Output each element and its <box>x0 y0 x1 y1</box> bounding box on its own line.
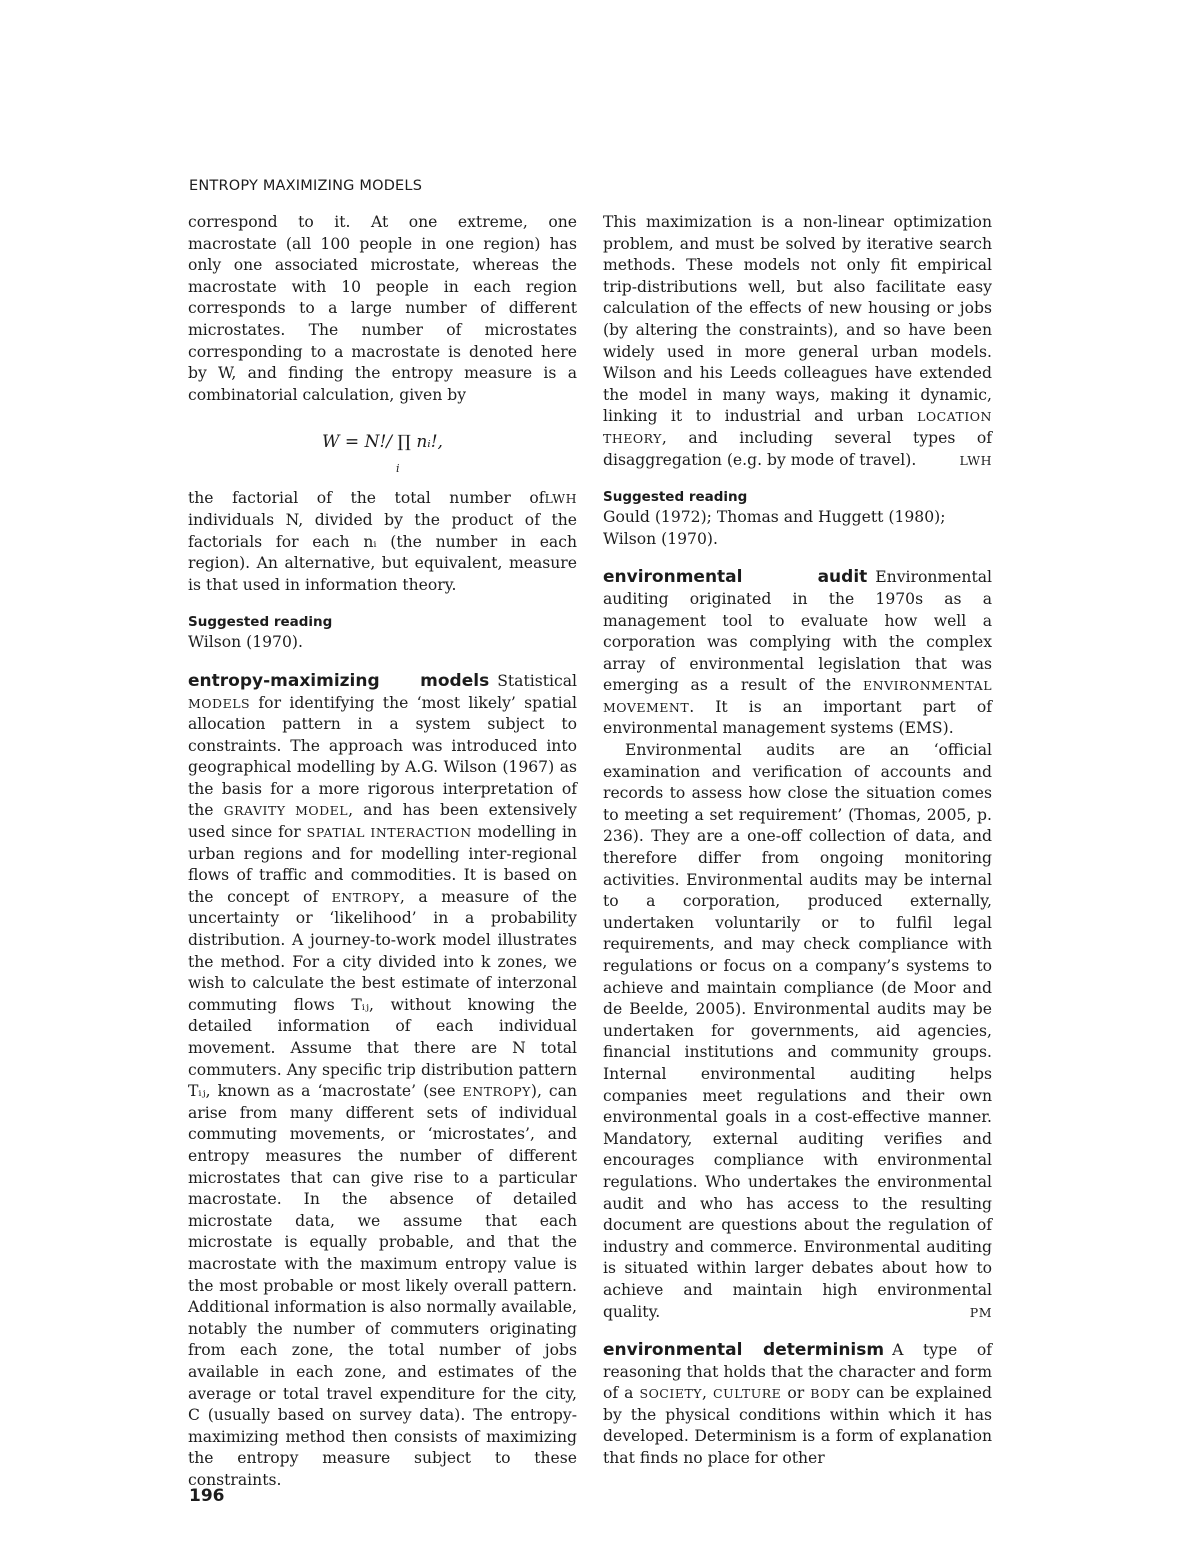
entropy-formula <box>188 426 577 476</box>
cross-reference: BODY <box>810 1386 851 1402</box>
paragraph <box>603 740 992 1323</box>
entry-text: , and has been extensively used since for <box>188 801 577 842</box>
suggested-reading-body: Gould (1972); Thomas and Huggett (1980); Wilson (1970). <box>603 508 946 548</box>
entry-environmental-determinism <box>603 1340 992 1470</box>
entry-headword: environmental audit <box>603 567 868 588</box>
entry-text: for identifying the ‘most likely’ spatial allocation pattern in a system subject to constraints. The approach was introduced into geographical modelling by A.G. Wilson (1967) as the basis for a more rigorous interpretation of the <box>188 693 577 820</box>
paragraph-text: This maximization is a non-linear optimization problem, and must be solved by iterative search methods. These models not only fit empirical trip-distributions well, but also facilitate easy calculation of the effects of new housing or jobs (by altering the constraints), and so have been widely used in more general urban models. Wilson and his Leeds colleagues have extended the model in many ways, making it dynamic, linking it to industrial and urban <box>603 213 992 426</box>
paragraph-text: , and including several types of disaggregation (e.g. by mode of travel). <box>603 428 992 469</box>
entry-headword: entropy-maximizing models <box>188 670 490 691</box>
cross-reference: CULTURE <box>713 1386 782 1402</box>
cross-reference: MODELS <box>188 695 251 711</box>
page-number: 196 <box>189 1486 225 1506</box>
entry-entropy-maximizing-models <box>188 671 577 1492</box>
entry-text: can be explained by the physical conditions within which it has developed. Determinism is a form of explanation that finds no place for other <box>603 1384 993 1468</box>
paragraph-text: the factorial of the total number of individuals N, divided by the product of the factorials for each nᵢ (the number in each region). An alternative, but equivalent, measure is that used in information theory. <box>188 489 577 594</box>
cross-reference: LOCATION THEORY <box>603 409 992 446</box>
entry-text: Statistical <box>497 671 577 690</box>
author-initials: LWH <box>544 491 577 507</box>
cross-reference: GRAVITY MODEL <box>223 803 349 819</box>
entry-text: A type of reasoning that holds that the character and form of a <box>603 1341 992 1403</box>
cross-reference: SOCIETY <box>639 1386 703 1402</box>
entry-text: or <box>781 1384 811 1403</box>
paragraph <box>603 212 992 471</box>
cross-reference: ENTROPY <box>462 1084 531 1100</box>
author-initials: PM <box>969 1304 992 1320</box>
entry-text: modelling in urban regions and for modelling inter-regional flows of traffic and commodities. It is based on the concept of <box>188 823 577 906</box>
right-column <box>603 212 992 1470</box>
cross-reference: ENVIRONMENTAL MOVEMENT <box>603 678 992 715</box>
entry-text: ), can arise from many different sets of individual commuting movements, or ‘microstates’, and entropy measures the number of different microstates that can give rise to a particular macrostate. In the absence of detailed microstate data, we assume that each microstate is equally probable, and that the macrostate with the maximum entropy value is the most probable or most likely overall pattern. Additional information is also normally available, notably the number of commuters originating from each zone, the total number of jobs available in each zone, and estimates of the average or total travel expenditure for the city, C (usually based on survey data). The entropy-maximizing method then consists of maximizing the entropy measure subject to these constraints. <box>188 1082 577 1489</box>
cross-reference: ENTROPY <box>331 889 400 905</box>
suggested-reading-body: Wilson (1970). <box>188 633 303 652</box>
entry-headword: environmental determinism <box>603 1340 885 1361</box>
author-initials: LWH <box>959 452 992 468</box>
formula-expression: W = N!/ ∏ nᵢ!, <box>322 432 443 453</box>
paragraph-text: Environmental audits are an ‘official examination and verification of accounts and records to assess how close the situation comes to meeting a set requirement’ (Thomas, 2005, p. 236). They are a one-off collection of data, and therefore differ from ongoing monitoring activities. Environmental audits may be internal to a corporation, produced externally, undertaken voluntarily or to fulfil legal requirements, and may check compliance with regulations or focus on a company’s systems to achieve and maintain compliance (de Moor and de Beelde, 2005). Environmental audits may be undertaken for governments, aid agencies, financial institutions and community groups. Internal environmental auditing helps companies meet regulations and their own environmental goals in a cost-effective manner. Mandatory, external auditing verifies and encourages compliance with environmental regulations. Who undertakes the environmental audit and who has access to the resulting document are questions about the regulation of industry and commerce. Environmental auditing is situated within larger debates about how to achieve and maintain high environmental quality. <box>603 741 992 1321</box>
entry-text: , <box>702 1384 714 1403</box>
left-column <box>188 212 577 1491</box>
formula-subscript: i <box>396 462 400 476</box>
entry-text: . It is an important part of environmental management systems (EMS). <box>603 697 992 738</box>
suggested-reading-heading: Suggested reading <box>603 489 748 506</box>
suggested-reading-heading: Suggested reading <box>188 614 333 631</box>
entry-environmental-audit <box>603 567 992 740</box>
paragraph <box>188 488 577 596</box>
paragraph: correspond to it. At one extreme, one macrostate (all 100 people in one region) has only one associated microstate, whereas the macrostate with 10 people in each region corresponds to a large number of different microstates. The number of microstates corresponding to a macrostate is denoted here by W, and finding the entropy measure is a combinatorial calculation, given by <box>188 213 577 404</box>
running-head: ENTROPY MAXIMIZING MODELS <box>189 178 423 194</box>
entry-text: Environmental auditing originated in the 1970s as a management tool to evaluate how well a corporation was complying with the complex array of environmental legislation that was emerging as a result of the <box>603 568 992 695</box>
entry-text: , a measure of the uncertainty or ‘likelihood’ in a probability distribution. A journey-to-work model illustrates the method. For a city divided into k zones, we wish to calculate the best estimate of interzonal commuting flows Tᵢⱼ, without knowing the detailed information of each individual movement. Assume that there are N total commuters. Any specific trip distribution pattern Tᵢⱼ, known as a ‘macrostate’ (see <box>188 887 577 1101</box>
cross-reference: SPATIAL INTERACTION <box>306 825 472 841</box>
